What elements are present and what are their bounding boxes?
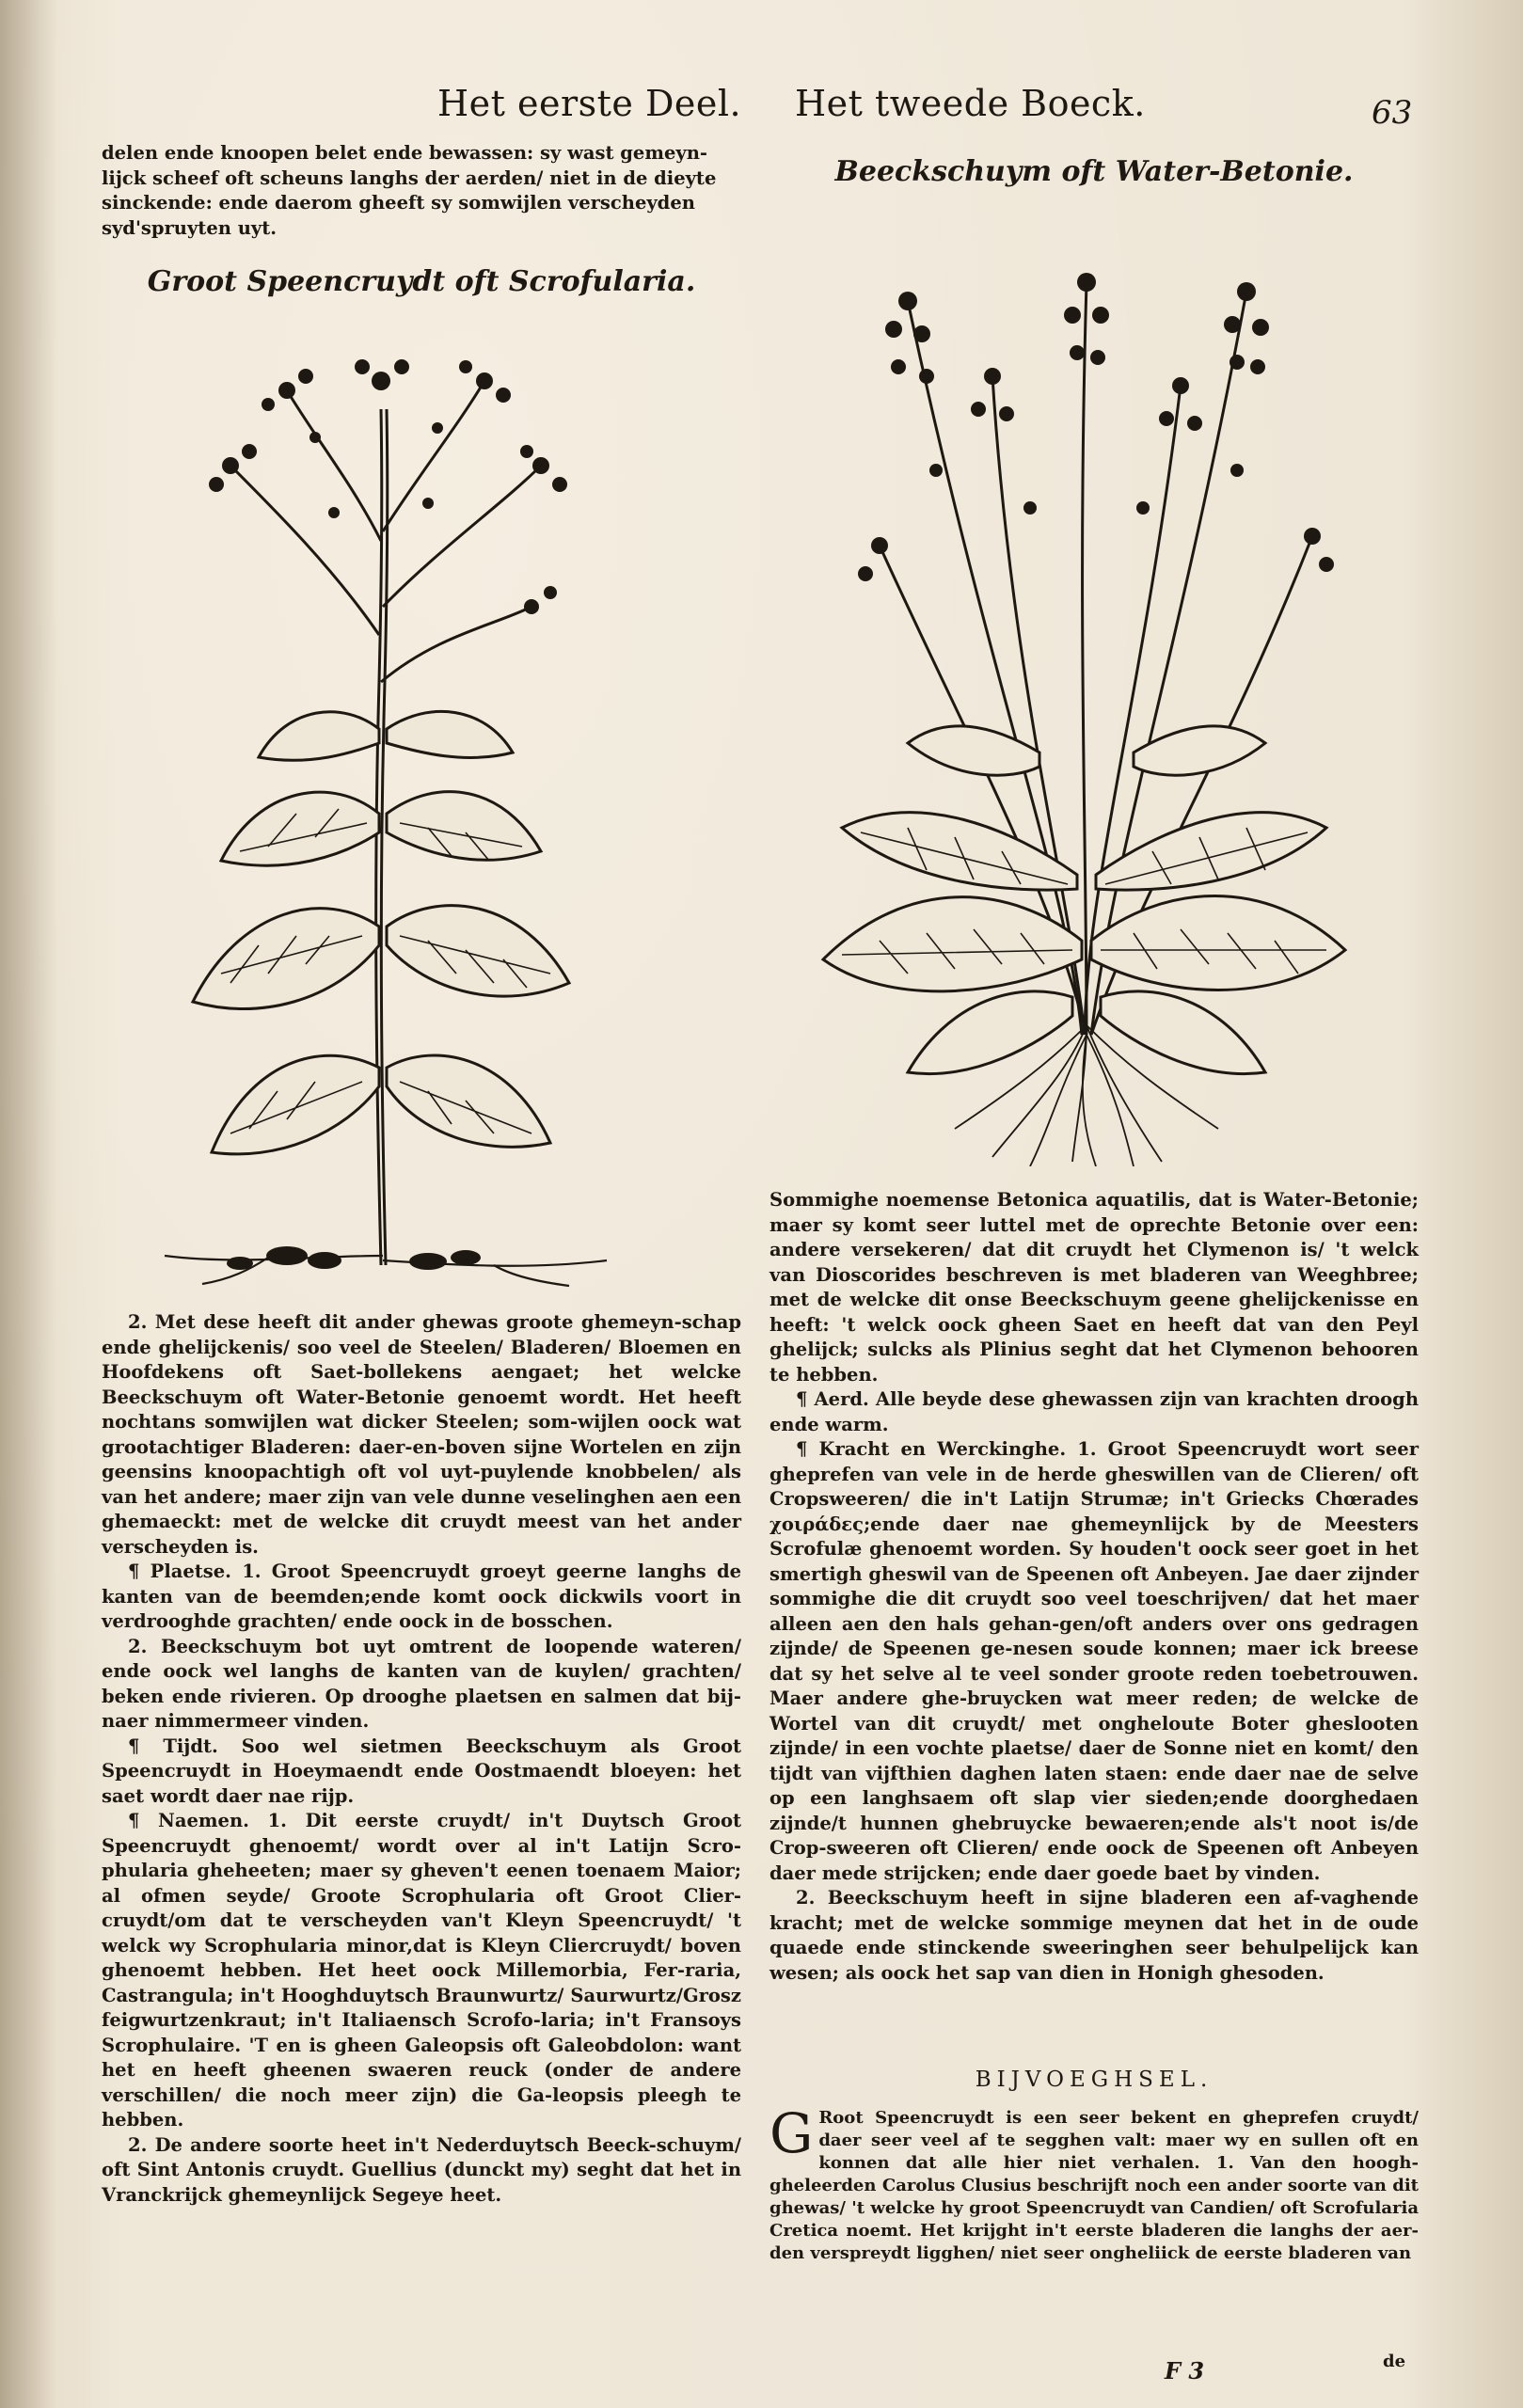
paragraph: ¶ Naemen. 1. Dit eerste cruydt/ in't Duytsch Groot Speencruydt ghenoemt/ wordt over al in't Latijn Scro-phularia gheheeten; maer sy gheven't eenen toenaem Maior; al ofmen seyde/ Groote Scrophularia oft Groot Clier-cruydt/om dat te verscheyden van't Kleyn Speencruydt/ 't welck wy Scrophularia minor,dat is Kleyn Cliercruydt/ boven ghenoemt hebben. Het heet oock Millemorbia, Fer-raria, Castrangula; in't Hooghduytsch Braunwurtz/ Saurwurtz/Grosz feigwurtzenkraut; in't Italiaensch Scrofo-laria; in't Fransoys Scrophulaire. 'T en is gheen Galeopsis oft Galeobdolon: want het en heeft gheenen swaeren reuck (onder de andere verschillen/ die noch meer zijn) die Ga-leopsis pleegh te hebben. — [102, 1810, 741, 2131]
paragraph: ¶ Kracht en Werckinghe. 1. Groot Speencruydt wort seer gheprefen van vele in de herde gheswillen van de Clieren/ oft Cropsweeren/ die in't Latijn Strumæ; in't Griecks Chœrades χοιράδες;ende daer nae ghemeynlijck by de Meesters Scrofulæ ghenoemt worden. Sy houden't oock seer goet in het smertigh gheswil van de Speenen oft Anbeyen. Jae daer zijnder sommighe die dit cruydt soo veel toeschrijven/ dat het maer alleen aen den hals gehan-gen/oft anders over ons gedragen zijnde/ de Speenen ge-nesen soude konnen; maer ick breese dat sy het selve al te veel sonder groote reden toebetrouwen. Maer andere ghe-bruycken wat meer reden; de welcke de Wortel van dit cruydt/ met ongheloute Boter gheslooten zijnde/ in een vochte plaetse/ daer de Sonne niet en komt/ den tijdt van vijfthien daghen laten staen: ende daer nae de selve op een langhsaem oft slap vier sieden;ende doorghedaen zijnde/t hunnen ghebruycke bewaeren;ende als't noot is/de Crop-sweeren oft Clieren/ ende oock de Speenen oft Anbeyen daer mede strijcken; ende daer goede baet by vinden. — [769, 1438, 1419, 1884]
supplement-block — [769, 2101, 1419, 2265]
text-line: delen ende knoopen belet ende bewassen: sy wast gemeyn- — [102, 142, 707, 164]
paragraph: ¶ Tijdt. Soo wel sietmen Beeckschuym als Groot Speencruydt in Hoeymaendt ende Oostmaendt bloeyen: het saet wordt daer nae rijp. — [102, 1735, 741, 1807]
right-column-top — [769, 155, 1419, 188]
paragraph: 2. Met dese heeft dit ander ghewas groote ghemeyn-schap ende ghelijckenis/ soo veel de Steelen/ Bladeren/ Bloemen en Hoofdekens oft Saet-bollekens aengaet; het welcke Beeckschuym oft Water-Betonie genoemt wordt. Het heeft nochtans somwijlen wat dicker Steelen; som-wijlen oock wat grootachtiger Bladeren: daer-en-boven sijne Wortelen en zijn geensins knoopachtigh oft vol uyt-puylende knobbelen/ als van het andere; maer zijn van vele dunne veselinghen aen een ghemaeckt: met de welcke dit cruydt meest van het ander verscheyden is. — [102, 1311, 741, 1558]
woodcut-water-betonie — [804, 226, 1359, 1166]
paragraph: ¶ Plaetse. 1. Groot Speencruydt groeyt geerne langhs de kanten van de beemden;ende komt oock dickwils voort in verdrooghde grachten/ ende oock in de bosschen. — [102, 1560, 741, 1632]
plant-title-left: Groot Speencruydt oft Scrofularia. — [147, 265, 696, 298]
page-number: 63 — [1372, 94, 1413, 132]
page-gutter-shadow — [0, 0, 56, 2408]
right-column-body — [769, 1188, 1419, 1986]
left-column-top — [102, 141, 741, 298]
paragraph: Sommighe noemense Betonica aquatilis, dat is Water-Betonie; maer sy komt seer luttel met de oprechte Betonie over een: andere versekeren/ dat dit cruydt het Clymenon is/ 't welck van Dioscorides beschreven is met bladeren van Weeghbree; met de welcke dit onse Beeckschuym geene ghelijckenisse en heeft: 't welck oock gheen Saet en heeft dat van den Peyl ghelijck; sulcks als Plinius seght dat het Clymenon behooren te hebben. — [769, 1189, 1419, 1386]
woodcut-scrofularia — [127, 325, 635, 1293]
drop-capital: G — [769, 2101, 814, 2165]
left-column-body — [102, 1310, 741, 2208]
paragraph: 2. De andere soorte heet in't Nederduytsch Beeck-schuym/ oft Sint Antonis cruydt. Guellius (dunckt my) seght dat het in Vranckrijck ghemeynlijck Segeye heet. — [102, 2133, 741, 2206]
text-line: sinckende: ende daerom gheeft sy somwijlen verscheyden — [102, 192, 695, 214]
plant-title-right: Beeckschuym oft Water-Betonie. — [834, 155, 1354, 188]
paragraph: ¶ Aerd. Alle beyde dese ghewassen zijn van krachten droogh ende warm. — [769, 1388, 1419, 1435]
running-head-right: Het tweede Boeck. — [795, 83, 1146, 124]
text-line: lijck scheef oft scheuns langhs der aerden/ niet in de dieyte — [102, 166, 717, 189]
supplement-text: Root Speencruydt is een seer bekent en gheprefen cruydt/ daer seer veel af te segghen valt: maer wy en sullen oft en konnen dat alle hier niet verhalen. 1. Van den hoogh-gheleerden Carolus Clusius beschrijft noch een ander soorte van dit ghewas/ 't welcke hy groot Speencruydt van Candien/ oft Scrofularia Cretica noemt. Het krijght in't eerste bladeren die langhs der aer-den verspreydt ligghen/ niet seer ongheliick de eerste bladeren van — [769, 2108, 1419, 2263]
supplement-title: BIJVOEGHSEL. — [975, 2067, 1214, 2092]
signature-mark: F 3 — [1165, 2357, 1205, 2384]
text-line: syd'spruyten uyt. — [102, 216, 277, 239]
catchword: de — [1383, 2352, 1406, 2371]
running-head-left: Het eerste Deel. — [437, 83, 742, 124]
paragraph: 2. Beeckschuym bot uyt omtrent de loopende wateren/ ende oock wel langhs de kanten van de kuylen/ grachten/ beken ende rivieren. Op drooghe plaetsen en salmen dat bij-naer nimmermeer vinden. — [102, 1635, 741, 1732]
paragraph: 2. Beeckschuym heeft in sijne bladeren een af-vaghende kracht; met de welcke sommige meynen dat het in de oude quaede ende stinckende sweeringhen seer behulpelijck kan wesen; als oock het sap van dien in Honigh ghesoden. — [769, 1887, 1419, 1984]
